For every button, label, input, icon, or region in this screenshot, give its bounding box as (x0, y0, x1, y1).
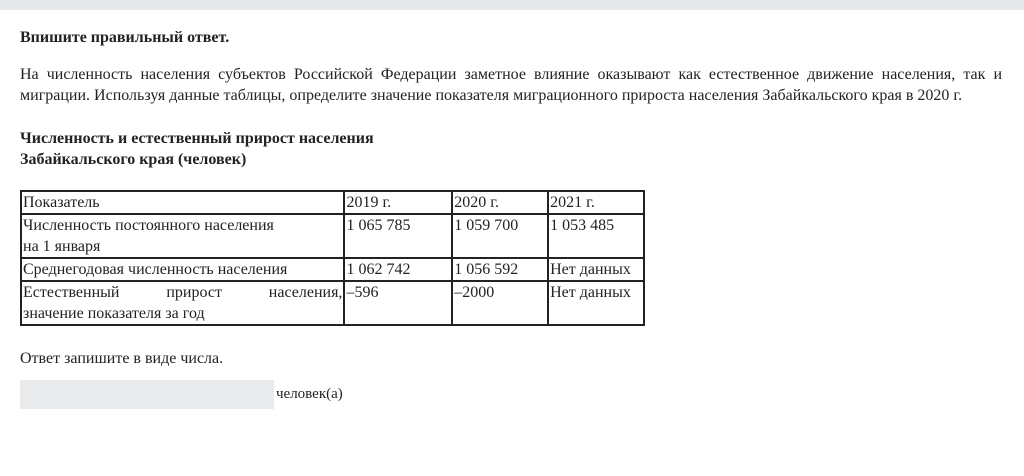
header-2020: 2020 г. (452, 191, 548, 214)
table-title-line2: Забайкальского края (человек) (20, 151, 247, 168)
table-title-line1: Численность и естественный прирост населения (20, 130, 374, 147)
row-label-permanent-population (21, 214, 344, 258)
table-row (21, 214, 644, 258)
header-2019: 2019 г. (344, 191, 452, 214)
top-bar (0, 0, 1024, 10)
row-label-line2: на 1 января (23, 238, 101, 255)
answer-unit-label: человек(а) (276, 386, 343, 402)
row-label-line1: Естественный прирост населения, (23, 284, 343, 301)
header-2021: 2021 г. (548, 191, 644, 214)
header-indicator: Показатель (21, 191, 344, 214)
row-label-average-population: Среднегодовая численность населения (21, 258, 344, 281)
answer-row (20, 380, 1002, 409)
cell-2020: 1 056 592 (452, 258, 548, 281)
answer-prompt: Ответ запишите в виде числа. (20, 350, 224, 367)
row-label-line1: Численность постоянного населения (23, 217, 274, 234)
population-table (20, 190, 645, 326)
task-instruction: Впишите правильный ответ. (20, 29, 230, 46)
cell-2019: 1 065 785 (344, 214, 452, 258)
cell-2020: 1 059 700 (452, 214, 548, 258)
task-question: На численность населения субъектов Российской Федерации заметное влияние оказывают как естественное движение населения, так и миграции. Используя данные таблицы, определите значение показателя миграционного прироста населения Забайкальского края в 2020 г. (20, 66, 1002, 104)
cell-2021: Нет данных (548, 281, 644, 325)
table-header-row (21, 191, 644, 214)
row-label-natural-increase (21, 281, 344, 325)
cell-2020: –2000 (452, 281, 548, 325)
cell-2019: –596 (344, 281, 452, 325)
table-row (21, 258, 644, 281)
table-title (20, 128, 1002, 170)
row-label-line2: значение показателя за год (23, 305, 205, 322)
cell-2021: Нет данных (548, 258, 644, 281)
task-container (20, 28, 1002, 409)
cell-2021: 1 053 485 (548, 214, 644, 258)
cell-2019: 1 062 742 (344, 258, 452, 281)
table-row (21, 281, 644, 325)
answer-input[interactable] (20, 380, 274, 409)
